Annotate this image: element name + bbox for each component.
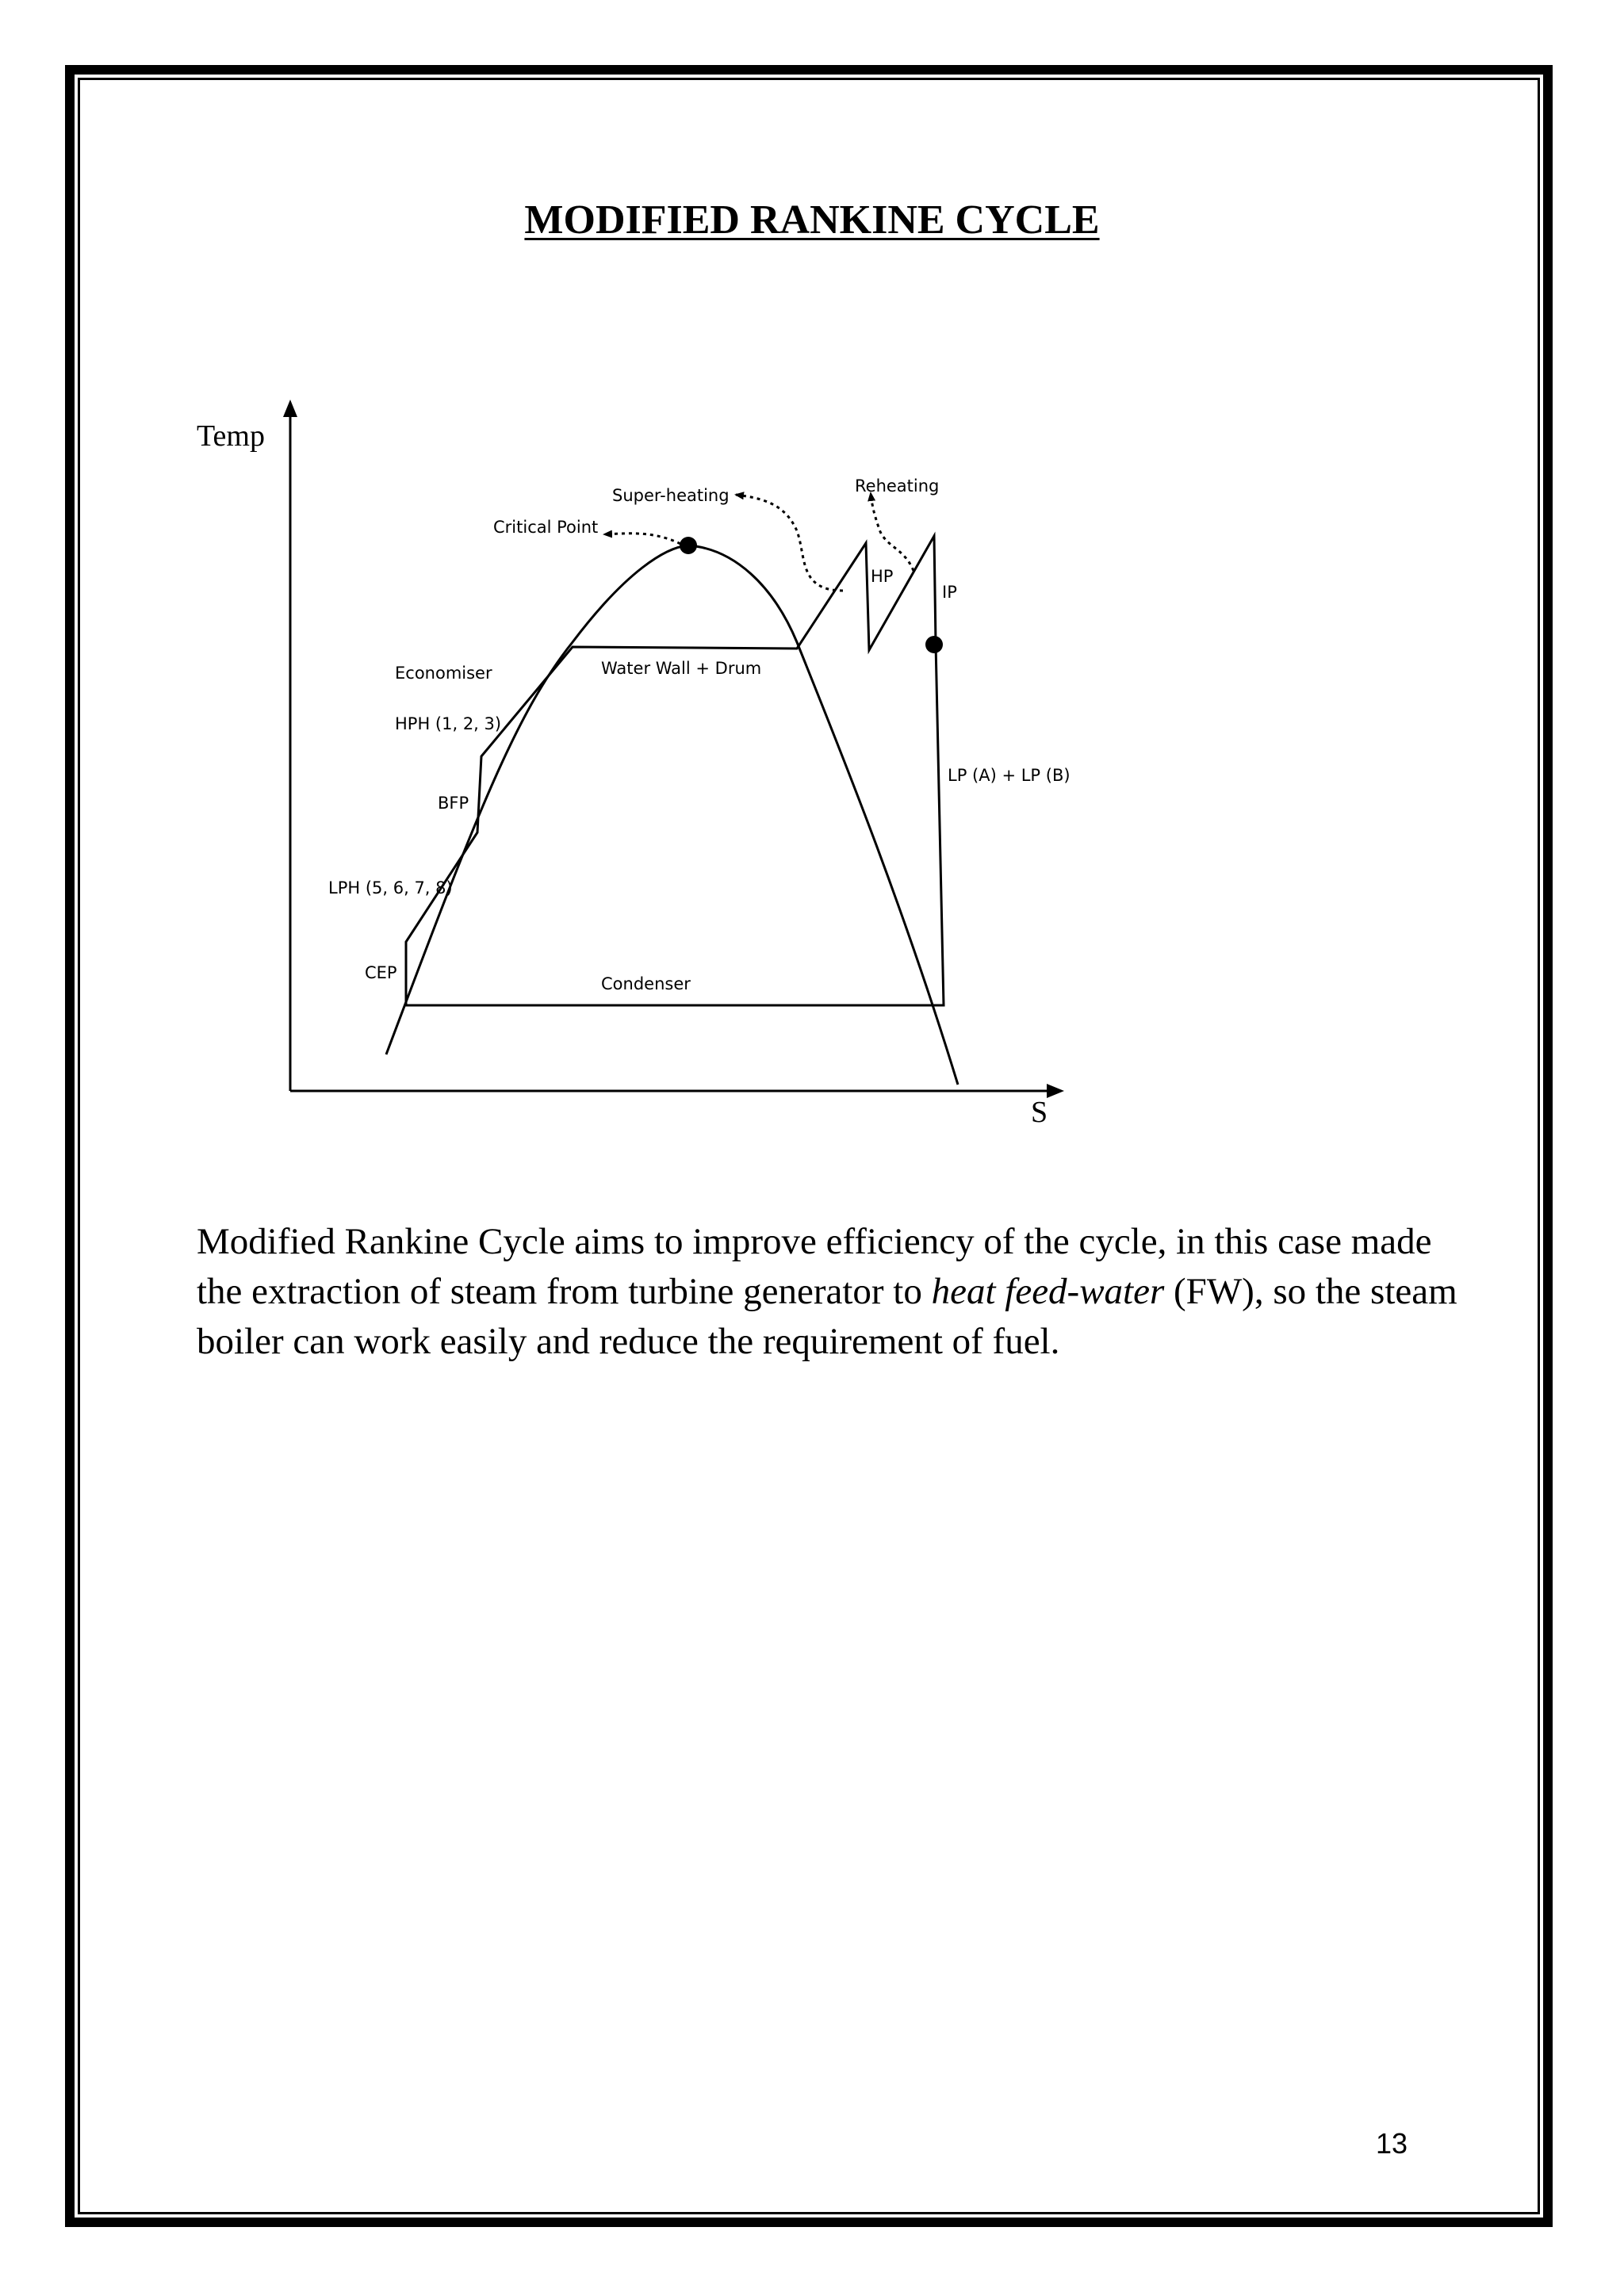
body-text-start: Modified Rankine Cycle aims to improve efficiency of the cycle, in this case made the extraction of steam from turbine generator to	[197, 1221, 1432, 1312]
entropy-axis-arrow-icon	[1047, 1084, 1064, 1098]
hp-label: HP	[871, 567, 894, 586]
y-axis-label: Temp	[197, 419, 265, 453]
super-heating-label: Super-heating	[612, 486, 730, 505]
page-title: MODIFIED RANKINE CYCLE	[524, 197, 1100, 243]
critical-point-label: Critical Point	[493, 518, 599, 537]
page-number: 13	[1376, 2127, 1408, 2160]
condenser-label: Condenser	[601, 974, 691, 993]
body-text-emphasis: heat feed-water	[931, 1271, 1165, 1312]
reheating-leader	[871, 493, 914, 571]
saturation-dome	[386, 545, 958, 1085]
reheating-label: Reheating	[855, 476, 940, 496]
critical-point-marker	[680, 537, 697, 554]
critical-point-leader	[604, 534, 687, 547]
cycle-path	[406, 536, 944, 1005]
hph-label: HPH (1, 2, 3)	[395, 714, 502, 733]
lph-label: LPH (5, 6, 7, 8)	[328, 878, 453, 897]
lp-label: LP (A) + LP (B)	[948, 766, 1071, 785]
temp-axis-arrow-icon	[283, 400, 297, 417]
body-text-end: (FW), so the steam boiler can work easily and reduce the requirement of fuel.	[197, 1271, 1457, 1362]
body-paragraph	[197, 1217, 1457, 1367]
bfp-label: BFP	[438, 794, 469, 813]
economiser-label: Economiser	[395, 664, 492, 683]
cep-label: CEP	[365, 963, 397, 982]
ip-exhaust-marker	[925, 636, 943, 653]
ip-label: IP	[942, 583, 957, 602]
water-wall-drum-label: Water Wall + Drum	[601, 659, 762, 678]
x-axis-label: S	[1031, 1096, 1048, 1129]
